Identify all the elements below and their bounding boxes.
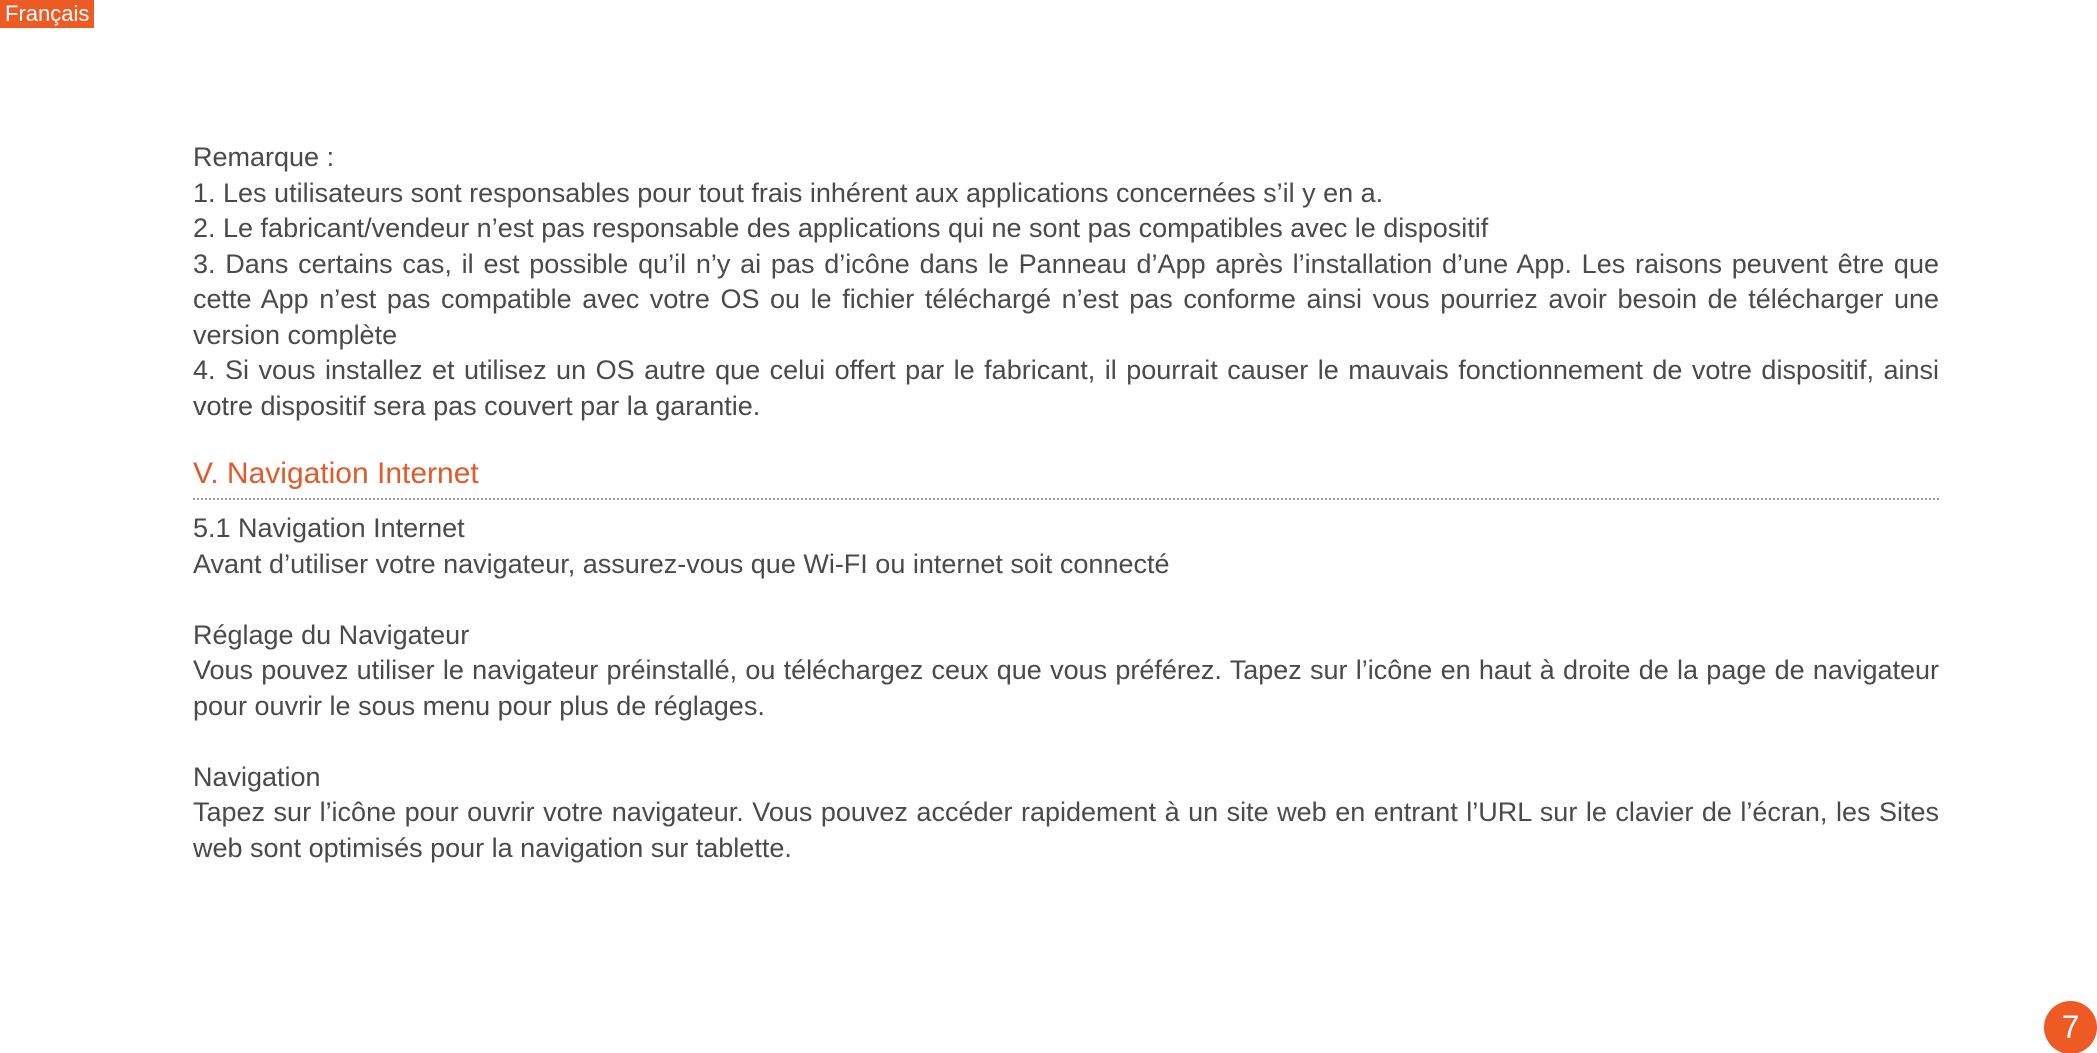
remark-title: Remarque : [193, 142, 335, 172]
subsection-title: 5.1 Navigation Internet [193, 513, 465, 543]
section-heading: V. Navigation Internet [193, 424, 1939, 500]
navigation-text: Tapez sur l’icône pour ouvrir votre navigateur. Vous pouvez accéder rapidement à un site web en entrant l’URL sur le clavier de l’écran, les Sites web sont optimisés pour la navigation sur tablette. [193, 797, 1939, 863]
settings-title: Réglage du Navigateur [193, 619, 470, 650]
language-tab: Français [0, 0, 94, 28]
page-number-badge: 7 [2044, 1001, 2097, 1053]
intro-text: Avant d’utiliser votre navigateur, assurez-vous que Wi-FI ou internet soit connecté [193, 548, 1170, 579]
navigation-title: Navigation [193, 761, 321, 792]
page-content [193, 140, 1939, 866]
spacer [193, 582, 1939, 618]
spacer [193, 724, 1939, 760]
settings-text: Vous pouvez utiliser le navigateur préinstallé, ou téléchargez ceux que vous préférez. Tapez sur l’icône en haut à droite de la page de navigateur pour ouvrir le sous menu pour plus de réglages. [193, 655, 1939, 721]
remark-item-2: 2. Le fabricant/vendeur n’est pas responsable des applications qui ne sont pas compatibles avec le dispositif [193, 213, 1489, 243]
remark-item-1: 1. Les utilisateurs sont responsables pour tout frais inhérent aux applications concernées s’il y en a. [193, 177, 1384, 208]
remark-item-3: 3. Dans certains cas, il est possible qu’il n’y ai pas d’icône dans le Panneau d’App après l’installation d’une App. Les raisons peuvent être que cette App n’est pas compatible avec votre OS ou le fichier téléchargé n’est pas conforme ainsi vous pourriez avoir besoin de télécharger une version complète [193, 248, 1939, 350]
remark-item-4: 4. Si vous installez et utilisez un OS autre que celui offert par le fabricant, il pourrait causer le mauvais fonctionnement de votre dispositif, ainsi votre dispositif sera pas couvert par la garantie. [193, 355, 1939, 421]
